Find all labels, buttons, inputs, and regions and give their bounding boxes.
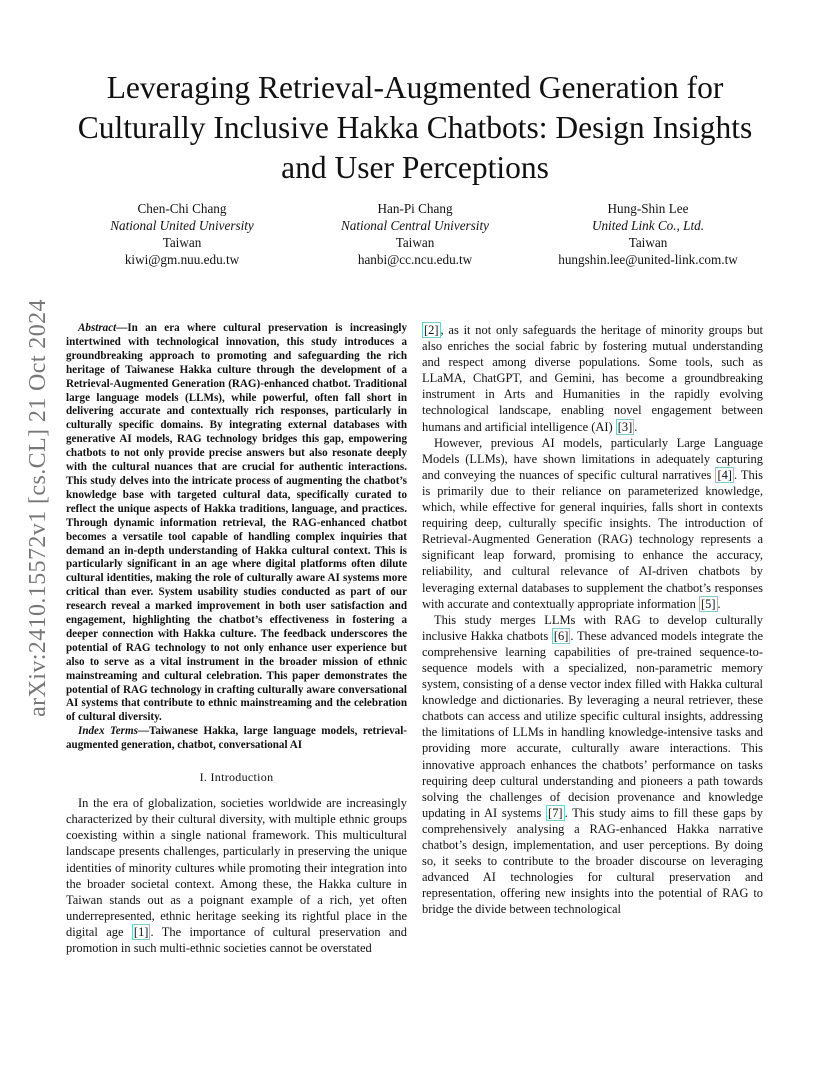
author-affiliation: National United University	[110, 218, 254, 233]
author-email: kiwi@gm.nuu.edu.tw	[124, 252, 240, 267]
intro-paragraph-1-continued	[422, 322, 763, 435]
paragraph-text: In the era of globalization, societies worldwide are increasingly characterized by their cultural diversity, with multiple ethnic groups coexisting within a single national framework. This multicultural landscape presents challenges, particularly in preserving the unique identities of minority cultures while promoting their integration into the broader societal context. Among these, the Hakka culture in Taiwan stands out as a poignant example of a rich, yet often underrepresented, ethnic heritage seeking its rightful place in the digital age	[66, 796, 407, 939]
left-column	[66, 322, 407, 956]
paragraph-text: .	[634, 419, 638, 434]
paragraph-text: . This study aims to fill these gaps by comprehensively analysing a RAG-enhanced Hakka narrative chatbot’s design, implementation, and user perceptions. By doing so, it seeks to contribute to the broader discourse on leveraging advanced AI technologies for cultural preservation and representation, offering new insights into the potential of RAG to bridge the divide between technological	[422, 805, 763, 917]
index-terms-label: Index Terms	[78, 725, 138, 738]
paragraph-text: This study merges LLMs with RAG to develop culturally inclusive Hakka chatbots	[422, 612, 763, 643]
author-1	[66, 200, 298, 268]
author-block	[66, 200, 764, 268]
paragraph-text: , as it not only safeguards the heritage of minority groups but also enriches the social fabric by fostering mutual understanding and respect among diverse populations. Some tools, such as LLaMA, ChatGPT, and Gemini, has become a groundbreaking instrument in Arts and Humanities in the rapidly evolving technological landscape, enabling novel engagement between humans and artificial intelligence (AI)	[422, 323, 763, 434]
citation-link[interactable]: [3]	[617, 419, 633, 434]
right-column	[422, 322, 763, 917]
author-name: Chen-Chi Chang	[137, 201, 227, 216]
intro-paragraph-3	[422, 612, 763, 918]
index-terms	[66, 725, 407, 753]
citation-link[interactable]: [4]	[717, 467, 732, 482]
author-country: Taiwan	[628, 235, 668, 250]
author-name: Hung-Shin Lee	[607, 201, 689, 216]
author-affiliation: National Central University	[341, 218, 489, 233]
paragraph-text: . The importance of cultural preservation and promotion in such multi-ethnic societies cannot be overstated	[66, 924, 407, 956]
abstract-text: —In an era where cultural preservation is increasingly intertwined with technological innovation, this study introduces a groundbreaking approach to promoting and safeguarding the rich heritage of Taiwanese Hakka culture through the development of a Retrieval-Augmented Generation (RAG)-enhanced chatbot. Traditional large language models (LLMs), while powerful, often fall short in delivering accurate and contextually rich responses, particularly in culturally specific domains. By integrating external databases with generative AI models, RAG technology bridges this gap, empowering chatbots to not only provide precise answers but also resonate deeply with the cultural nuances that are crucial for authentic interactions. This study delves into the intricate process of augmenting the chatbot’s knowledge base with targeted cultural data, specifically curated to reflect the unique aspects of Hakka traditions, language, and practices. Through dynamic information retrieval, the RAG-enhanced chatbot becomes a versatile tool capable of handling complex inquiries that demand an in-depth understanding of Hakka cultural context. This is particularly significant in an age where digital platforms often dilute cultural identities, making the role of culturally aware AI systems more critical than ever. System usability studies conducted as part of our research reveal a marked improvement in both user satisfaction and engagement, highlighting the chatbot’s effectiveness in fostering a deeper connection with Hakka culture. The feedback underscores the potential of RAG technology to not only enhance user experience but also to serve as a vital instrument in the broader mission of ethnic mainstreaming and cultural celebration. This paper demonstrates the potential of RAG technology in crafting culturally aware conversational AI systems that contribute to ethnic mainstreaming and the celebration of cultural diversity.	[66, 322, 407, 724]
author-name: Han-Pi Chang	[377, 201, 453, 216]
section-heading-introduction: I. Introduction	[199, 770, 274, 785]
author-affiliation: United Link Co., Ltd.	[591, 218, 705, 233]
paragraph-text: . This is primarily due to their reliance on parameterized knowledge, which, while effective for general inquiries, falls short in contexts requiring deep, culturally specific insights. The introduction of Retrieval-Augmented Generation (RAG) technology represents a significant leap forward, promising to enhance the accuracy, reliability, and cultural relevance of AI-driven chatbots by leveraging external databases to supplement the chatbot’s responses with accurate and contextually appropriate information	[422, 467, 763, 611]
citation-link[interactable]: [1]	[133, 924, 149, 939]
author-2	[299, 200, 531, 268]
intro-paragraph-1	[66, 795, 407, 956]
paper-title: Leveraging Retrieval-Augmented Generation for Culturally Inclusive Hakka Chatbots: Design Insights and User Perceptions	[77, 70, 753, 185]
author-country: Taiwan	[162, 235, 202, 250]
abstract	[66, 322, 407, 725]
intro-paragraph-2	[422, 435, 763, 612]
author-country: Taiwan	[395, 235, 435, 250]
paragraph-text: However, previous AI models, particularly Large Language Models (LLMs), have shown limitations in adequately capturing and conveying the nuances of specific cultural narratives	[422, 435, 763, 482]
author-3	[532, 200, 764, 268]
paragraph-text: . These advanced models integrate the comprehensive learning capabilities of pre-trained sequence-to-sequence models with a specialized, non-parametric memory system, consisting of a dense vector index filled with Hakka cultural knowledge and dictionaries. By leveraging a neural retriever, these chatbots can access and utilize specific cultural insights, addressing the limitations of LLMs in handling knowledge-intensive tasks and providing more accurate, culturally aware interactions. This innovative approach enhances the chatbots’ performance on tasks requiring deep cultural understanding and pioneers a path towards solving the challenges of decision provenance and knowledge updating in AI systems	[422, 628, 763, 820]
author-email: hanbi@cc.ncu.edu.tw	[357, 252, 473, 267]
abstract-label: Abstract	[78, 322, 117, 334]
arxiv-identifier: arXiv:2410.15572v1 [cs.CL] 21 Oct 2024	[25, 299, 51, 717]
citation-link[interactable]: [5]	[700, 596, 716, 611]
paragraph-text: .	[717, 596, 721, 611]
author-email: hungshin.lee@united-link.com.tw	[558, 252, 738, 267]
citation-link[interactable]: [6]	[553, 628, 569, 643]
citation-link[interactable]: [7]	[548, 805, 563, 820]
citation-link[interactable]: [2]	[424, 323, 439, 337]
index-terms-text: —Taiwanese Hakka, large language models, retrieval-augmented generation, chatbot, conversational AI	[66, 725, 407, 752]
